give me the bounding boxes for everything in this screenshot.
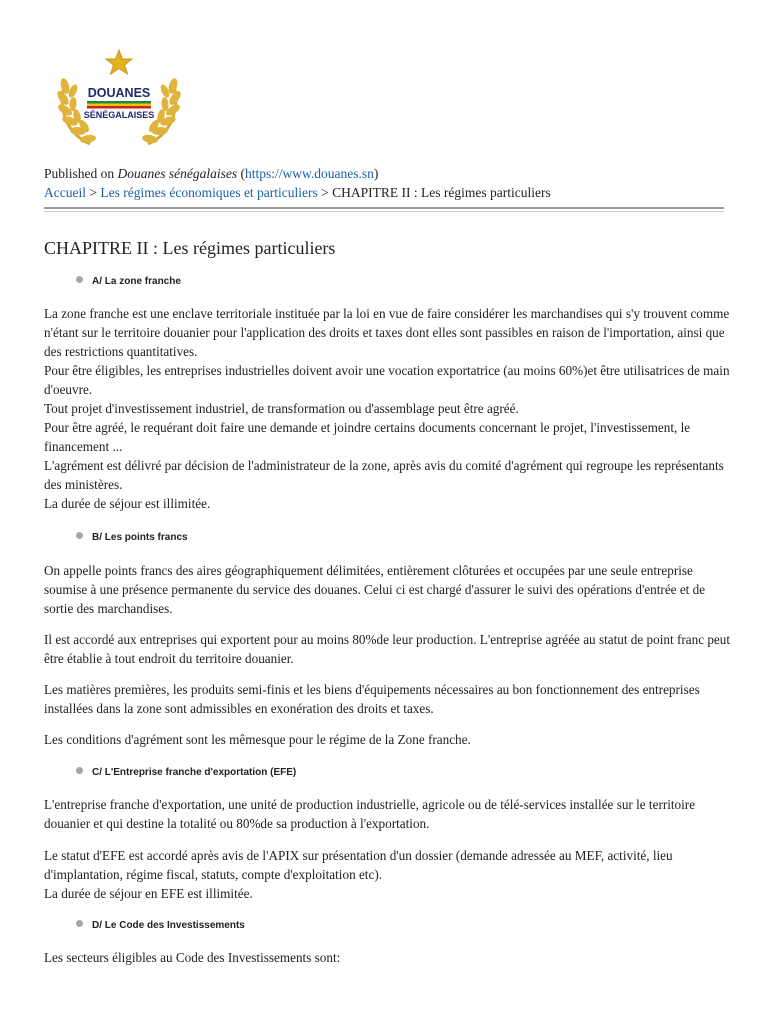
paragraph: Le statut d'EFE est accordé après avis de l'APIX sur présentation d'un dossier (demande adressée au MEF, activité, lieu d'implantation, régime fiscal, statuts, compte d'exploitation etc). bbox=[44, 848, 673, 882]
url-paren-open: ( bbox=[237, 166, 245, 181]
breadcrumb-current: CHAPITRE II : Les régimes particuliers bbox=[332, 185, 551, 200]
paragraph: Il est accordé aux entreprises qui exportent pour au moins 80%de leur production. L'entreprise agréée au statut de point franc peut être établie à tout endroit du territoire douanier. bbox=[44, 632, 731, 666]
section-heading-d bbox=[76, 919, 245, 933]
paragraph: La durée de séjour en EFE est illimitée. bbox=[44, 886, 253, 901]
page-title: CHAPITRE II : Les régimes particuliers bbox=[44, 238, 336, 258]
breadcrumb-section-link[interactable]: Les régimes économiques et particuliers bbox=[100, 185, 318, 200]
section-heading-label: B/ Les points francs bbox=[92, 532, 188, 543]
bullet-icon bbox=[76, 532, 83, 539]
section-heading-c bbox=[76, 766, 296, 780]
paragraph: Les conditions d'agrément sont les mêmesque pour le régime de la Zone franche. bbox=[44, 732, 471, 747]
star-icon bbox=[106, 50, 132, 74]
section-heading-a bbox=[76, 275, 181, 289]
bullet-icon bbox=[76, 276, 83, 283]
bullet-icon bbox=[76, 920, 83, 927]
paragraph: L'agrément est délivré par décision de l'administrateur de la zone, après avis du comité d'agrément qui regroupe les représentants des ministères. bbox=[44, 458, 724, 492]
paragraph: Les secteurs éligibles au Code des Investissements sont: bbox=[44, 950, 341, 965]
logo-subtitle: SÉNÉGALAISES bbox=[83, 110, 155, 120]
breadcrumb-home-link[interactable]: Accueil bbox=[44, 185, 86, 200]
breadcrumb-separator: > bbox=[317, 185, 333, 200]
breadcrumb bbox=[44, 184, 551, 201]
section-a-body bbox=[44, 304, 734, 513]
paragraph: L'entreprise franche d'exportation, une unité de production industrielle, agricole ou de télé-services installée sur le territoire douanier et qui destine la totalité ou 80%de sa production à l'exportation. bbox=[44, 797, 696, 831]
url-paren-close: ) bbox=[373, 166, 379, 181]
published-on bbox=[44, 165, 378, 182]
section-heading-b bbox=[76, 531, 188, 545]
site-name: Douanes sénégalaises bbox=[117, 166, 238, 181]
header-divider bbox=[44, 207, 724, 212]
paragraph: Tout projet d'investissement industriel, de transformation ou d'assemblage peut être agréé. bbox=[44, 401, 519, 416]
section-heading-label: C/ L'Entreprise franche d'exportation (EFE) bbox=[92, 767, 297, 778]
section-c-body bbox=[44, 846, 734, 903]
paragraph: On appelle points francs des aires géographiquement délimitées, entièrement clôturées et occupées par une seule entreprise soumise à une présence permanente du service des douanes. Celui ci est chargé d'assurer le suivi des opérations d'entrée et de sortie des marchandises. bbox=[44, 563, 706, 616]
douanes-senegalaises-logo bbox=[50, 46, 188, 150]
paragraph: La zone franche est une enclave territoriale instituée par la loi en vue de faire considérer les marchandises qui s'y trouvent comme n'étant sur le territoire douanier pour l'application des droits et taxes dont elles sont passibles en raison de l'importation, ainsi que des restrictions quantitatives. bbox=[44, 306, 730, 359]
paragraph: La durée de séjour est illimitée. bbox=[44, 496, 211, 511]
breadcrumb-separator: > bbox=[85, 185, 101, 200]
bullet-icon bbox=[76, 767, 83, 774]
logo-title: DOUANES bbox=[87, 86, 151, 100]
paragraph: Les matières premières, les produits semi-finis et les biens d'équipements nécessaires au bon fonctionnement des entreprises installées dans la zone sont admissibles en exonération des droits et taxes. bbox=[44, 682, 700, 716]
published-prefix: Published on bbox=[44, 166, 118, 181]
paragraph: Pour être agréé, le requérant doit faire une demande et joindre certains documents concernant le projet, l'investissement, le financement ... bbox=[44, 420, 691, 454]
section-heading-label: A/ La zone franche bbox=[92, 276, 181, 287]
paragraph: Pour être éligibles, les entreprises industrielles doivent avoir une vocation exportatrice (au moins 60%)et être utilisatrices de main d'oeuvre. bbox=[44, 363, 730, 397]
section-heading-label: D/ Le Code des Investissements bbox=[92, 920, 245, 931]
site-url-link[interactable]: https://www.douanes.sn bbox=[245, 166, 374, 181]
